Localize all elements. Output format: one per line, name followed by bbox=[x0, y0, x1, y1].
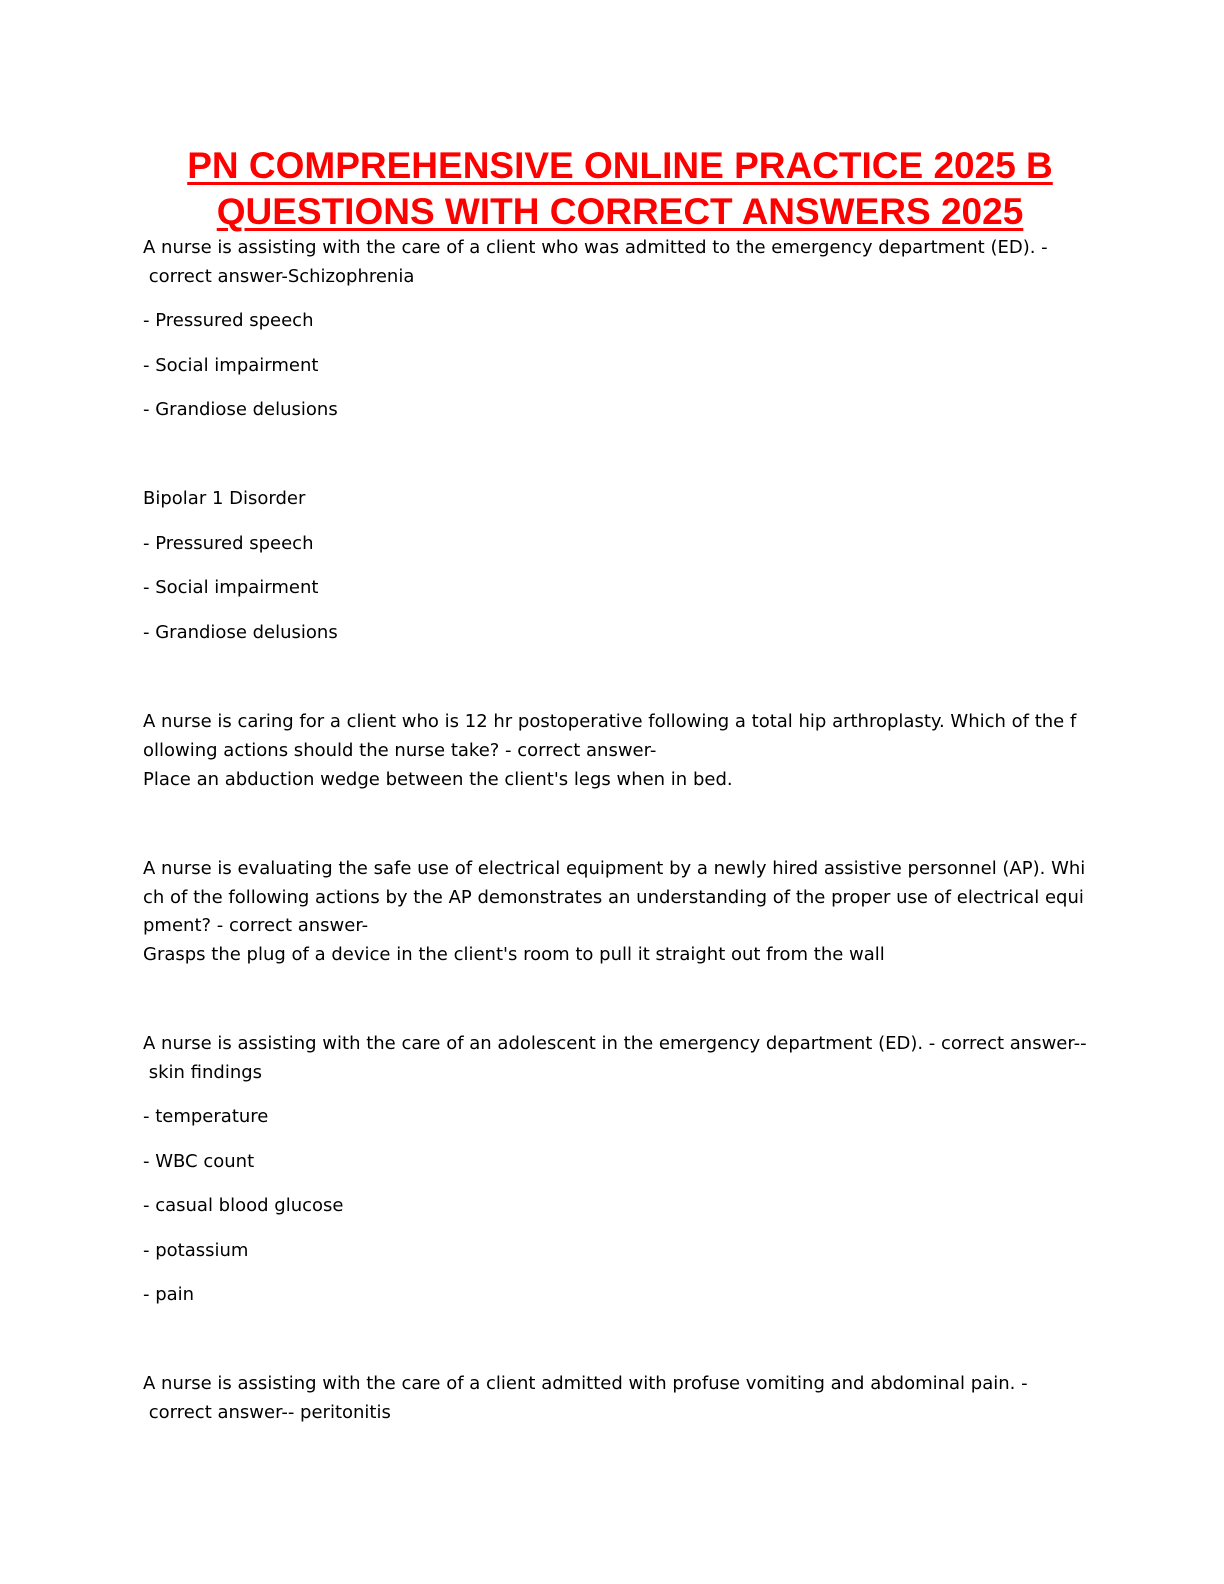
q5-answer-line: correct answer-- peritonitis bbox=[143, 1402, 391, 1423]
document-title bbox=[120, 143, 1120, 235]
q3-text-line-2: ch of the following actions by the AP demonstrates an understanding of the proper use of electrical equi bbox=[143, 887, 1084, 908]
q3-text-line-1: A nurse is evaluating the safe use of electrical equipment by a newly hired assistive personnel (AP). Whi bbox=[143, 858, 1086, 879]
q1-text-line-1: A nurse is assisting with the care of a client who was admitted to the emergency department (ED). - bbox=[143, 237, 1048, 258]
q1-list-item-2: - Social impairment bbox=[143, 577, 319, 598]
q4-list-item: - pain bbox=[143, 1284, 195, 1305]
q4-text-line-1: A nurse is assisting with the care of an adolescent in the emergency department (ED). - correct answer-- bbox=[143, 1033, 1087, 1054]
q1-list-item: - Social impairment bbox=[143, 355, 319, 376]
q3-text-line-3: pment? - correct answer- bbox=[143, 915, 369, 936]
q4-list-item: - WBC count bbox=[143, 1151, 255, 1172]
q2-answer-line: Place an abduction wedge between the client's legs when in bed. bbox=[143, 769, 733, 790]
q5-text-line-1: A nurse is assisting with the care of a client admitted with profuse vomiting and abdominal pain. - bbox=[143, 1373, 1028, 1394]
q4-list-item: - casual blood glucose bbox=[143, 1195, 344, 1216]
q1-list-item: - Grandiose delusions bbox=[143, 399, 338, 420]
q2-text-line-2: ollowing actions should the nurse take? - correct answer- bbox=[143, 740, 657, 761]
q1-list-item-2: - Pressured speech bbox=[143, 533, 314, 554]
q2-text-line-1: A nurse is caring for a client who is 12 hr postoperative following a total hip arthroplasty. Which of the f bbox=[143, 711, 1077, 732]
q1-list-item: - Pressured speech bbox=[143, 310, 314, 331]
q4-list-item: - potassium bbox=[143, 1240, 249, 1261]
q3-answer-line: Grasps the plug of a device in the client's room to pull it straight out from the wall bbox=[143, 944, 885, 965]
q1-answer-line: correct answer-Schizophrenia bbox=[143, 266, 415, 287]
title-line-1: PN COMPREHENSIVE ONLINE PRACTICE 2025 B bbox=[187, 145, 1053, 186]
q4-answer-line: skin findings bbox=[143, 1062, 263, 1083]
title-line-2: QUESTIONS WITH CORRECT ANSWERS 2025 bbox=[216, 191, 1024, 232]
q1-list-item-2: - Grandiose delusions bbox=[143, 622, 338, 643]
q1-subheading: Bipolar 1 Disorder bbox=[143, 488, 306, 509]
q4-list-item: - temperature bbox=[143, 1106, 269, 1127]
